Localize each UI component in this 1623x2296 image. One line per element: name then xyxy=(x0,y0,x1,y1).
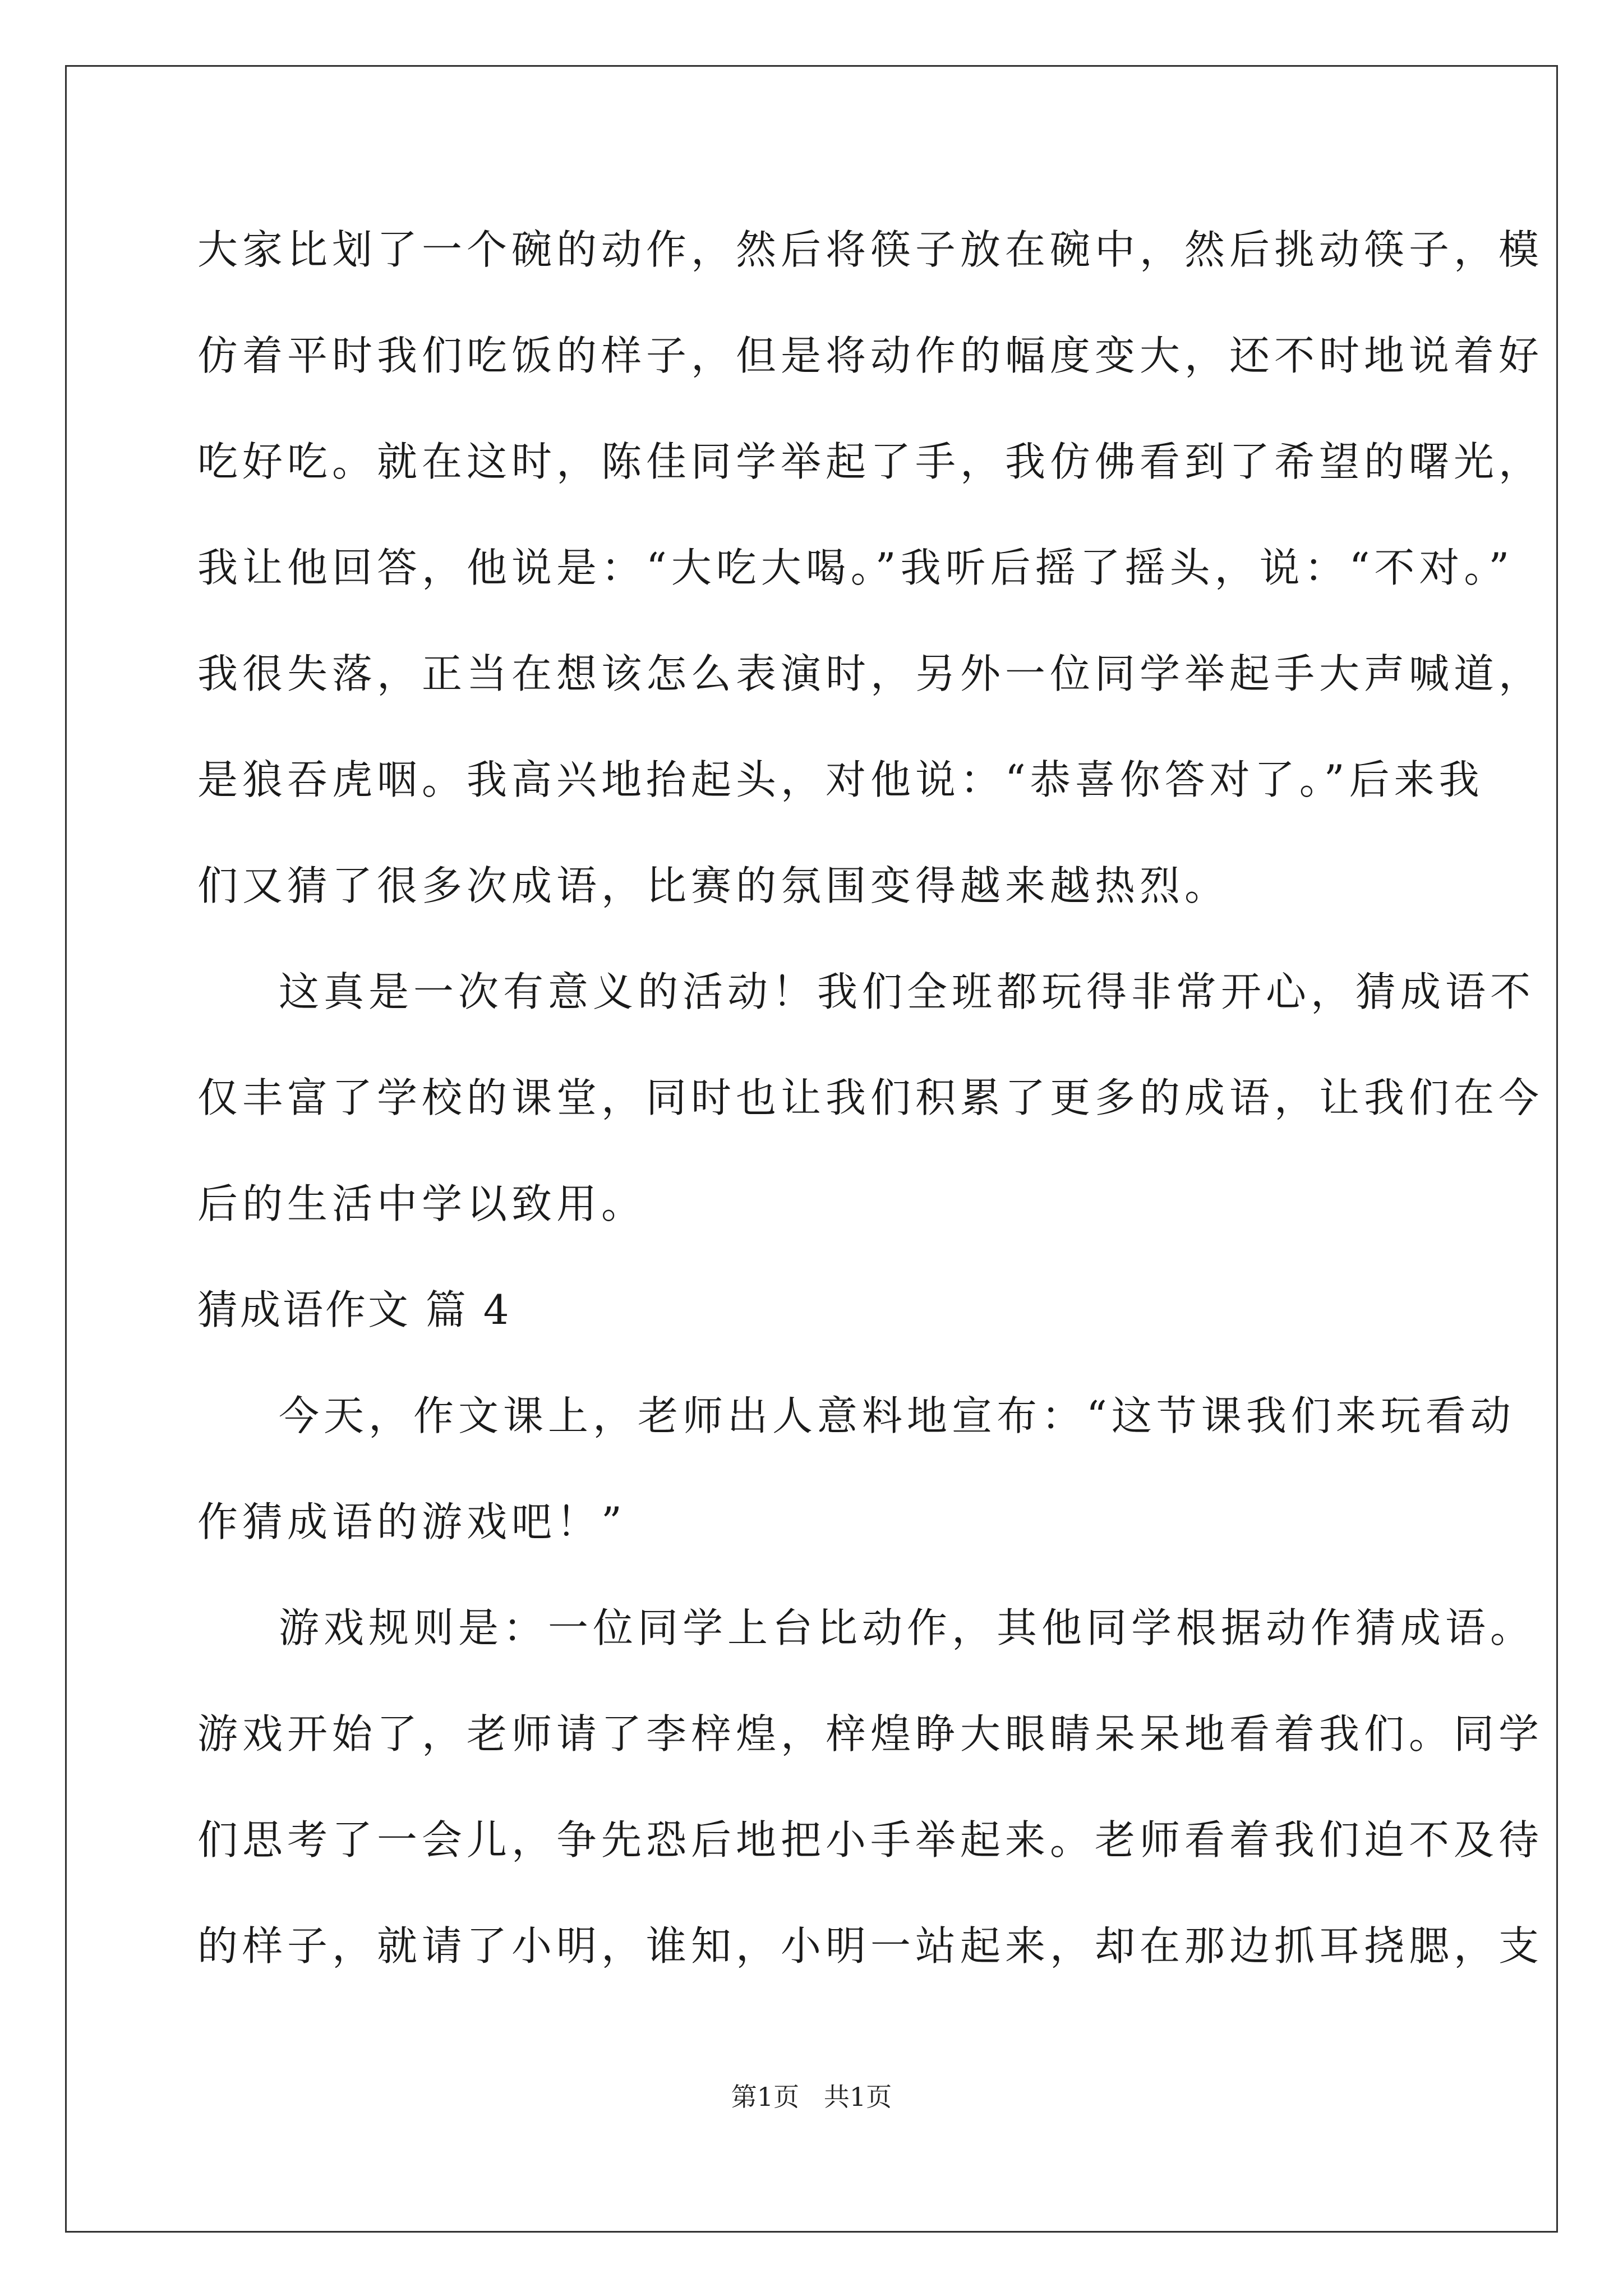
paragraph-start-line: 今天，作文课上，老师出人意料地宣布：“这节课我们来玩看动 xyxy=(279,1392,1515,1439)
text-line: 们思考了一会儿，争先恐后地把小手举起来。老师看着我们迫不及待 xyxy=(197,1816,1544,1864)
text-line: 们又猜了很多次成语，比赛的氛围变得越来越热烈。 xyxy=(197,862,1230,909)
text-line: 吃好吃。就在这时，陈佳同学举起了手，我仿佛看到了希望的曙光， xyxy=(197,438,1544,485)
text-line: 游戏开始了，老师请了李梓煌，梓煌睁大眼睛呆呆地看着我们。同学 xyxy=(197,1710,1544,1757)
paragraph-start-line: 这真是一次有意义的活动！我们全班都玩得非常开心，猜成语不 xyxy=(279,968,1536,1015)
page-number: 第1页 共1页 xyxy=(731,2082,892,2112)
text-line: 是狼吞虎咽。我高兴地抬起头，对他说：“恭喜你答对了。”后来我 xyxy=(197,756,1484,803)
section-heading: 猜成语作文 篇 4 xyxy=(197,1286,511,1333)
text-line: 仿着平时我们吃饭的样子，但是将动作的幅度变大，还不时地说着好 xyxy=(197,332,1544,379)
paragraph-start-line: 游戏规则是：一位同学上台比动作，其他同学根据动作猜成语。 xyxy=(279,1604,1536,1651)
text-line: 作猜成语的游戏吧！” xyxy=(197,1498,626,1545)
text-line: 我很失落，正当在想该怎么表演时，另外一位同学举起手大声喊道， xyxy=(197,650,1544,697)
text-line: 后的生活中学以致用。 xyxy=(197,1180,647,1227)
text-line: 我让他回答，他说是：“大吃大喝。”我听后摇了摇头，说：“不对。” xyxy=(197,544,1514,591)
text-line: 仅丰富了学校的课堂，同时也让我们积累了更多的成语，让我们在今 xyxy=(197,1074,1544,1121)
document-body xyxy=(197,216,1544,2018)
text-line: 大家比划了一个碗的动作，然后将筷子放在碗中，然后挑动筷子，模 xyxy=(197,226,1544,273)
text-line: 的样子，就请了小明，谁知，小明一站起来，却在那边抓耳挠腮，支 xyxy=(197,1922,1544,1970)
